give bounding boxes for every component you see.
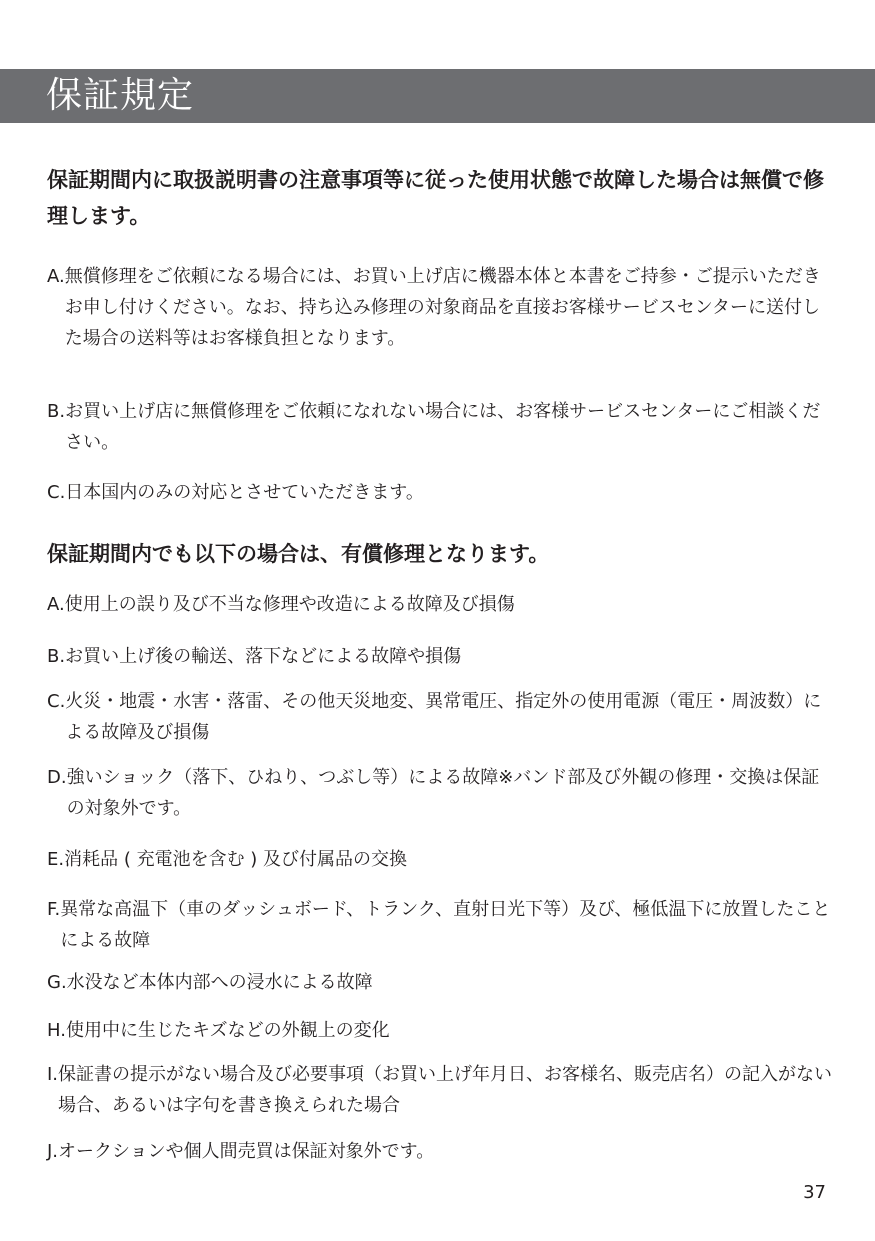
list-item: [47, 1136, 837, 1167]
item-text: 異常な高温下（車のダッシュボード、トランク、直射日光下等）及び、極低温下に放置したことによる故障: [60, 899, 831, 951]
list-item: [47, 589, 837, 620]
item-text: 水没など本体内部への浸水による故障: [66, 972, 373, 993]
item-label: H.: [47, 1020, 66, 1041]
item-label: D.: [47, 767, 67, 788]
item-text: 火災・地震・水害・落雷、その他天災地変、異常電圧、指定外の使用電源（電圧・周波数）による故障及び損傷: [65, 691, 822, 743]
list-item: [47, 967, 837, 998]
item-text: 使用上の誤り及び不当な修理や改造による故障及び損傷: [64, 594, 515, 615]
item-label: G.: [47, 972, 67, 993]
page-number: 37: [803, 1182, 826, 1203]
item-text: 使用中に生じたキズなどの外観上の変化: [65, 1020, 390, 1041]
list-item: [47, 1015, 837, 1046]
item-label: C.: [47, 482, 66, 503]
item-text: お買い上げ店に無償修理をご依頼になれない場合には、お客様サービスセンターにご相談ください。: [65, 401, 821, 453]
item-label: J.: [47, 1141, 59, 1162]
list-item: [47, 1059, 837, 1121]
page-title: 保証規定: [46, 75, 195, 116]
item-label: E.: [47, 849, 65, 870]
item-label: I.: [47, 1064, 59, 1085]
section1-heading: 保証期間内に取扱説明書の注意事項等に従った使用状態で故障した場合は無償で修理します。: [47, 168, 824, 228]
item-text: 日本国内のみの対応とさせていただきます。: [65, 482, 424, 503]
item-text: 保証書の提示がない場合及び必要事項（お買い上げ年月日、お客様名、販売店名）の記入がない場合、あるいは字句を書き換えられた場合: [58, 1064, 833, 1116]
item-text: 強いショック（落下、ひねり、つぶし等）による故障※バンド部及び外観の修理・交換は保証の対象外です。: [66, 767, 820, 819]
title-bar: [0, 69, 875, 123]
item-text: お買い上げ後の輸送、落下などによる故障や損傷: [65, 646, 462, 667]
item-text: 消耗品 ( 充電池を含む ) 及び付属品の交換: [64, 849, 408, 870]
item-label: C.: [47, 691, 66, 712]
list-item: [47, 477, 837, 508]
item-label: F.: [47, 899, 61, 920]
list-item: [47, 641, 837, 672]
item-label: B.: [47, 646, 66, 667]
item-label: A.: [47, 266, 65, 287]
item-text: オークションや個人間売買は保証対象外です。: [58, 1141, 435, 1162]
list-item: [47, 396, 837, 458]
list-item: [47, 261, 837, 354]
item-label: A.: [47, 594, 65, 615]
list-item: [47, 894, 837, 956]
item-text: 無償修理をご依頼になる場合には、お買い上げ店に機器本体と本書をご持参・ご提示いただきお申し付けください。なお、持ち込み修理の対象商品を直接お客様サービスセンターに送付した場合の送料等はお客様負担となります。: [64, 266, 821, 349]
section2-heading: 保証期間内でも以下の場合は、有償修理となります。: [47, 542, 550, 566]
list-item: [47, 762, 837, 824]
item-label: B.: [47, 401, 66, 422]
list-item: [47, 686, 837, 748]
list-item: [47, 844, 837, 875]
